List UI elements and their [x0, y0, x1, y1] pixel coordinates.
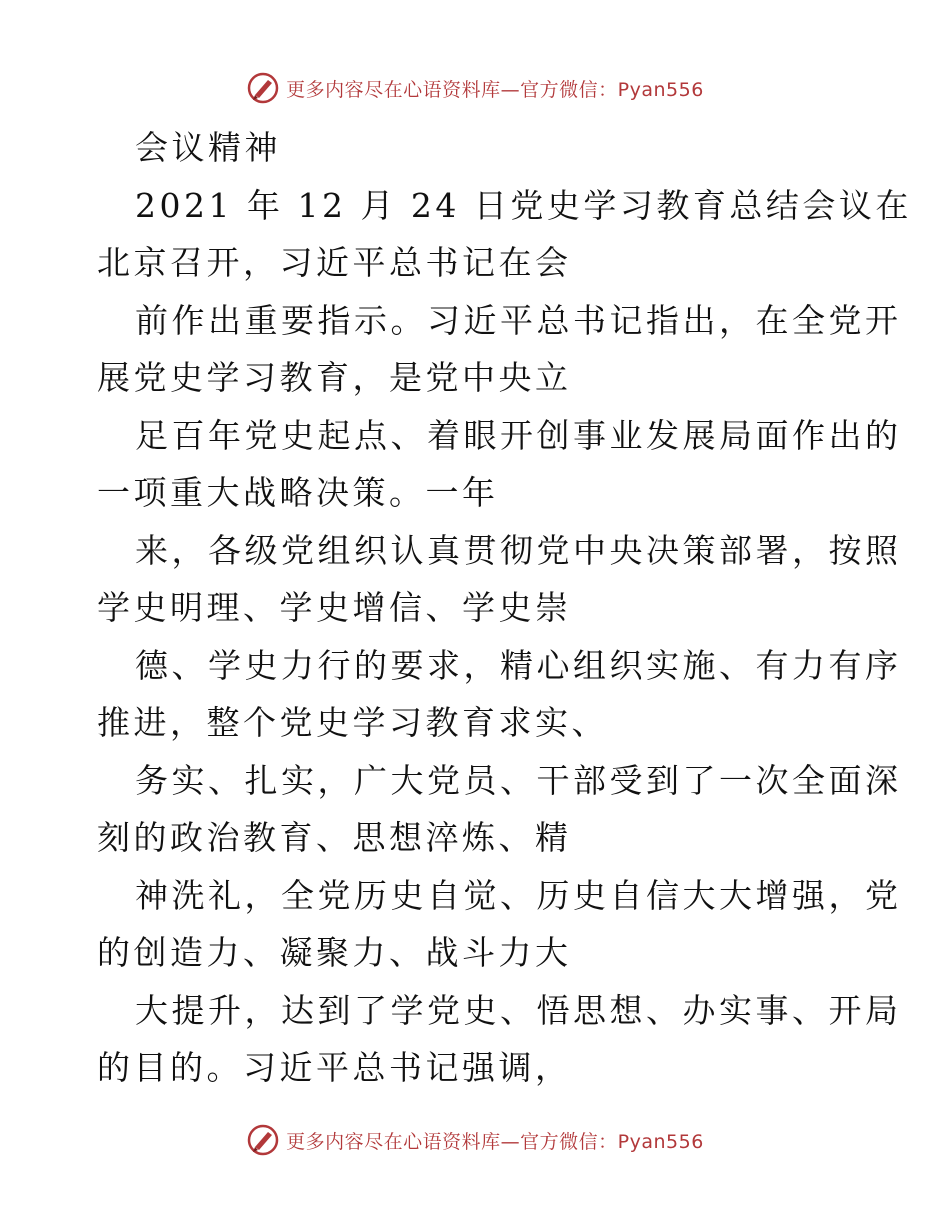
text-line: 刻的政治教育、思想淬炼、精	[97, 818, 572, 857]
text-line: 的创造力、凝聚力、战斗力大	[97, 933, 572, 972]
text-line: 会议精神	[135, 128, 281, 167]
footer-watermark	[0, 1120, 950, 1160]
text-line: 学史明理、学史增信、学史崇	[97, 588, 572, 627]
text-line: 神洗礼，全党历史自觉、历史自信大大增强，党	[135, 876, 902, 915]
text-line: 的目的。习近平总书记强调，	[97, 1048, 572, 1087]
text-line: 2021 年 12 月 24 日党史学习教育总结会议在	[135, 186, 912, 225]
text-line: 足百年党史起点、着眼开创事业发展局面作出的	[135, 416, 902, 455]
text-line: 务实、扎实，广大党员、干部受到了一次全面深	[135, 761, 902, 800]
watermark-text: 更多内容尽在心语资料库—官方微信：Pyan556	[286, 1130, 704, 1153]
text-line: 前作出重要指示。习近平总书记指出，在全党开	[135, 301, 902, 340]
text-line: 北京召开，习近平总书记在会	[97, 243, 572, 282]
pen-circle-logo-icon	[246, 1123, 280, 1157]
text-line: 大提升，达到了学党史、悟思想、办实事、开局	[135, 991, 902, 1030]
text-line: 展党史学习教育，是党中央立	[97, 358, 572, 397]
text-line: 一项重大战略决策。一年	[97, 473, 499, 512]
text-line: 德、学史力行的要求，精心组织实施、有力有序	[135, 646, 902, 685]
pen-circle-logo-icon	[246, 71, 280, 105]
text-line: 来，各级党组织认真贯彻党中央决策部署，按照	[135, 531, 902, 570]
watermark-text: 更多内容尽在心语资料库—官方微信：Pyan556	[286, 78, 704, 101]
header-watermark	[0, 68, 950, 108]
text-line: 推进，整个党史学习教育求实、	[97, 703, 608, 742]
